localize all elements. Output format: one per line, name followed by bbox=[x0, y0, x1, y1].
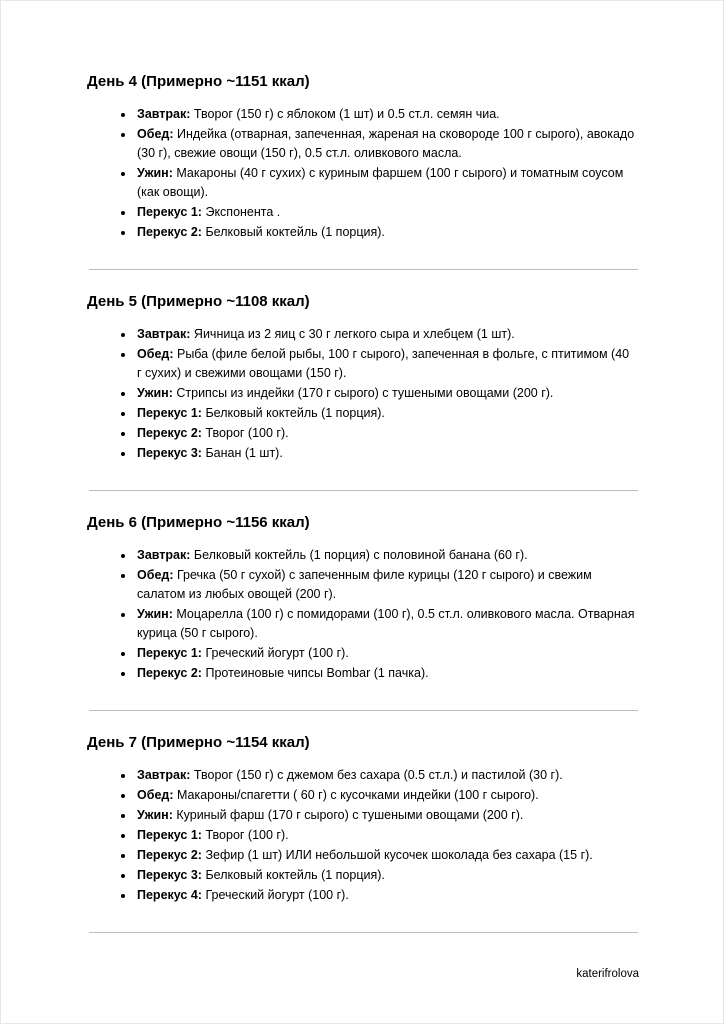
list-item bbox=[135, 605, 637, 643]
section-divider bbox=[89, 932, 638, 933]
list-item bbox=[135, 404, 637, 423]
day-section-4 bbox=[87, 73, 637, 270]
meal-label: Перекус 1: bbox=[137, 646, 202, 660]
meal-label: Перекус 1: bbox=[137, 205, 202, 219]
meal-text: Зефир (1 шт) ИЛИ небольшой кусочек шоколада без сахара (15 г). bbox=[205, 848, 593, 862]
meal-text: Протеиновые чипсы Bombar (1 пачка). bbox=[205, 666, 429, 680]
day-title: День 5 (Примерно ~1108 ккал) bbox=[87, 293, 310, 310]
meal-text: Куриный фарш (170 г сырого) с тушеными овощами (200 г). bbox=[176, 808, 524, 822]
day-title: День 7 (Примерно ~1154 ккал) bbox=[87, 734, 310, 751]
meal-label: Перекус 1: bbox=[137, 828, 202, 842]
list-item bbox=[135, 866, 637, 885]
list-item bbox=[135, 345, 637, 383]
meal-text: Греческий йогурт (100 г). bbox=[205, 646, 349, 660]
meal-text: Индейка (отварная, запеченная, жареная на сковороде 100 г сырого), авокадо (30 г), свежие овощи (150 г), 0.5 ст.л. оливкового масла. bbox=[137, 127, 635, 160]
meal-text: Творог (100 г). bbox=[205, 426, 289, 440]
section-divider bbox=[89, 490, 638, 491]
meal-text: Банан (1 шт). bbox=[205, 446, 283, 460]
list-item bbox=[135, 806, 637, 825]
list-item bbox=[135, 325, 637, 344]
meal-list bbox=[87, 325, 637, 463]
meal-label: Ужин: bbox=[137, 607, 173, 621]
meal-list bbox=[87, 105, 637, 242]
list-item bbox=[135, 546, 637, 565]
meal-label: Перекус 3: bbox=[137, 868, 202, 882]
list-item bbox=[135, 826, 637, 845]
list-item bbox=[135, 384, 637, 403]
meal-label: Перекус 4: bbox=[137, 888, 202, 902]
list-item bbox=[135, 424, 637, 443]
meal-label: Завтрак: bbox=[137, 107, 191, 121]
meal-label: Завтрак: bbox=[137, 548, 191, 562]
meal-text: Рыба (филе белой рыбы, 100 г сырого), запеченная в фольге, с птитимом (40 г сухих) и свежими овощами (150 г). bbox=[137, 347, 630, 380]
meal-text: Творог (150 г) с джемом без сахара (0.5 ст.л.) и пастилой (30 г). bbox=[193, 768, 563, 782]
day-title: День 6 (Примерно ~1156 ккал) bbox=[87, 514, 310, 531]
meal-label: Обед: bbox=[137, 127, 174, 141]
list-item bbox=[135, 444, 637, 463]
list-item bbox=[135, 766, 637, 785]
meal-text: Греческий йогурт (100 г). bbox=[205, 888, 349, 902]
meal-text: Гречка (50 г сухой) с запеченным филе курицы (120 г сырого) и свежим салатом из любых овощей (200 г). bbox=[137, 568, 592, 601]
meal-label: Ужин: bbox=[137, 386, 173, 400]
day-title: День 4 (Примерно ~1151 ккал) bbox=[87, 73, 310, 90]
list-item bbox=[135, 223, 637, 242]
meal-label: Перекус 2: bbox=[137, 666, 202, 680]
list-item bbox=[135, 566, 637, 604]
meal-text: Макароны/спагетти ( 60 г) с кусочками индейки (100 г сырого). bbox=[176, 788, 539, 802]
day-section-5 bbox=[87, 293, 637, 491]
meal-label: Обед: bbox=[137, 568, 174, 582]
meal-label: Ужин: bbox=[137, 166, 173, 180]
meal-text: Белковый коктейль (1 порция). bbox=[205, 868, 385, 882]
footer-author: katerifrolova bbox=[576, 968, 639, 980]
meal-label: Завтрак: bbox=[137, 768, 191, 782]
list-item bbox=[135, 125, 637, 163]
meal-text: Яичница из 2 яиц с 30 г легкого сыра и хлебцем (1 шт). bbox=[193, 327, 515, 341]
meal-text: Творог (100 г). bbox=[205, 828, 289, 842]
list-item bbox=[135, 164, 637, 202]
section-divider bbox=[89, 269, 638, 270]
list-item bbox=[135, 786, 637, 805]
section-divider bbox=[89, 710, 638, 711]
meal-text: Стрипсы из индейки (170 г сырого) с тушеными овощами (200 г). bbox=[176, 386, 554, 400]
meal-label: Ужин: bbox=[137, 808, 173, 822]
meal-text: Макароны (40 г сухих) с куриным фаршем (100 г сырого) и томатным соусом (как овощи). bbox=[137, 166, 624, 199]
meal-label: Обед: bbox=[137, 788, 174, 802]
meal-text: Белковый коктейль (1 порция). bbox=[205, 225, 385, 239]
meal-text: Творог (150 г) с яблоком (1 шт) и 0.5 ст.л. семян чиа. bbox=[193, 107, 500, 121]
meal-label: Обед: bbox=[137, 347, 174, 361]
list-item bbox=[135, 105, 637, 124]
meal-label: Перекус 2: bbox=[137, 426, 202, 440]
meal-text: Белковый коктейль (1 порция). bbox=[205, 406, 385, 420]
meal-list bbox=[87, 546, 637, 683]
meal-text: Экспонента . bbox=[205, 205, 281, 219]
meal-text: Белковый коктейль (1 порция) с половиной банана (60 г). bbox=[193, 548, 528, 562]
document-content bbox=[1, 1, 723, 933]
list-item bbox=[135, 886, 637, 905]
meal-label: Перекус 1: bbox=[137, 406, 202, 420]
day-section-6 bbox=[87, 514, 637, 711]
list-item bbox=[135, 644, 637, 663]
meal-label: Перекус 3: bbox=[137, 446, 202, 460]
list-item bbox=[135, 203, 637, 222]
meal-label: Перекус 2: bbox=[137, 848, 202, 862]
list-item bbox=[135, 846, 637, 865]
meal-text: Моцарелла (100 г) с помидорами (100 г), 0.5 ст.л. оливкового масла. Отварная курица (50 г сырого). bbox=[137, 607, 635, 640]
list-item bbox=[135, 664, 637, 683]
day-section-7 bbox=[87, 734, 637, 933]
meal-list bbox=[87, 766, 637, 905]
meal-label: Завтрак: bbox=[137, 327, 191, 341]
meal-label: Перекус 2: bbox=[137, 225, 202, 239]
